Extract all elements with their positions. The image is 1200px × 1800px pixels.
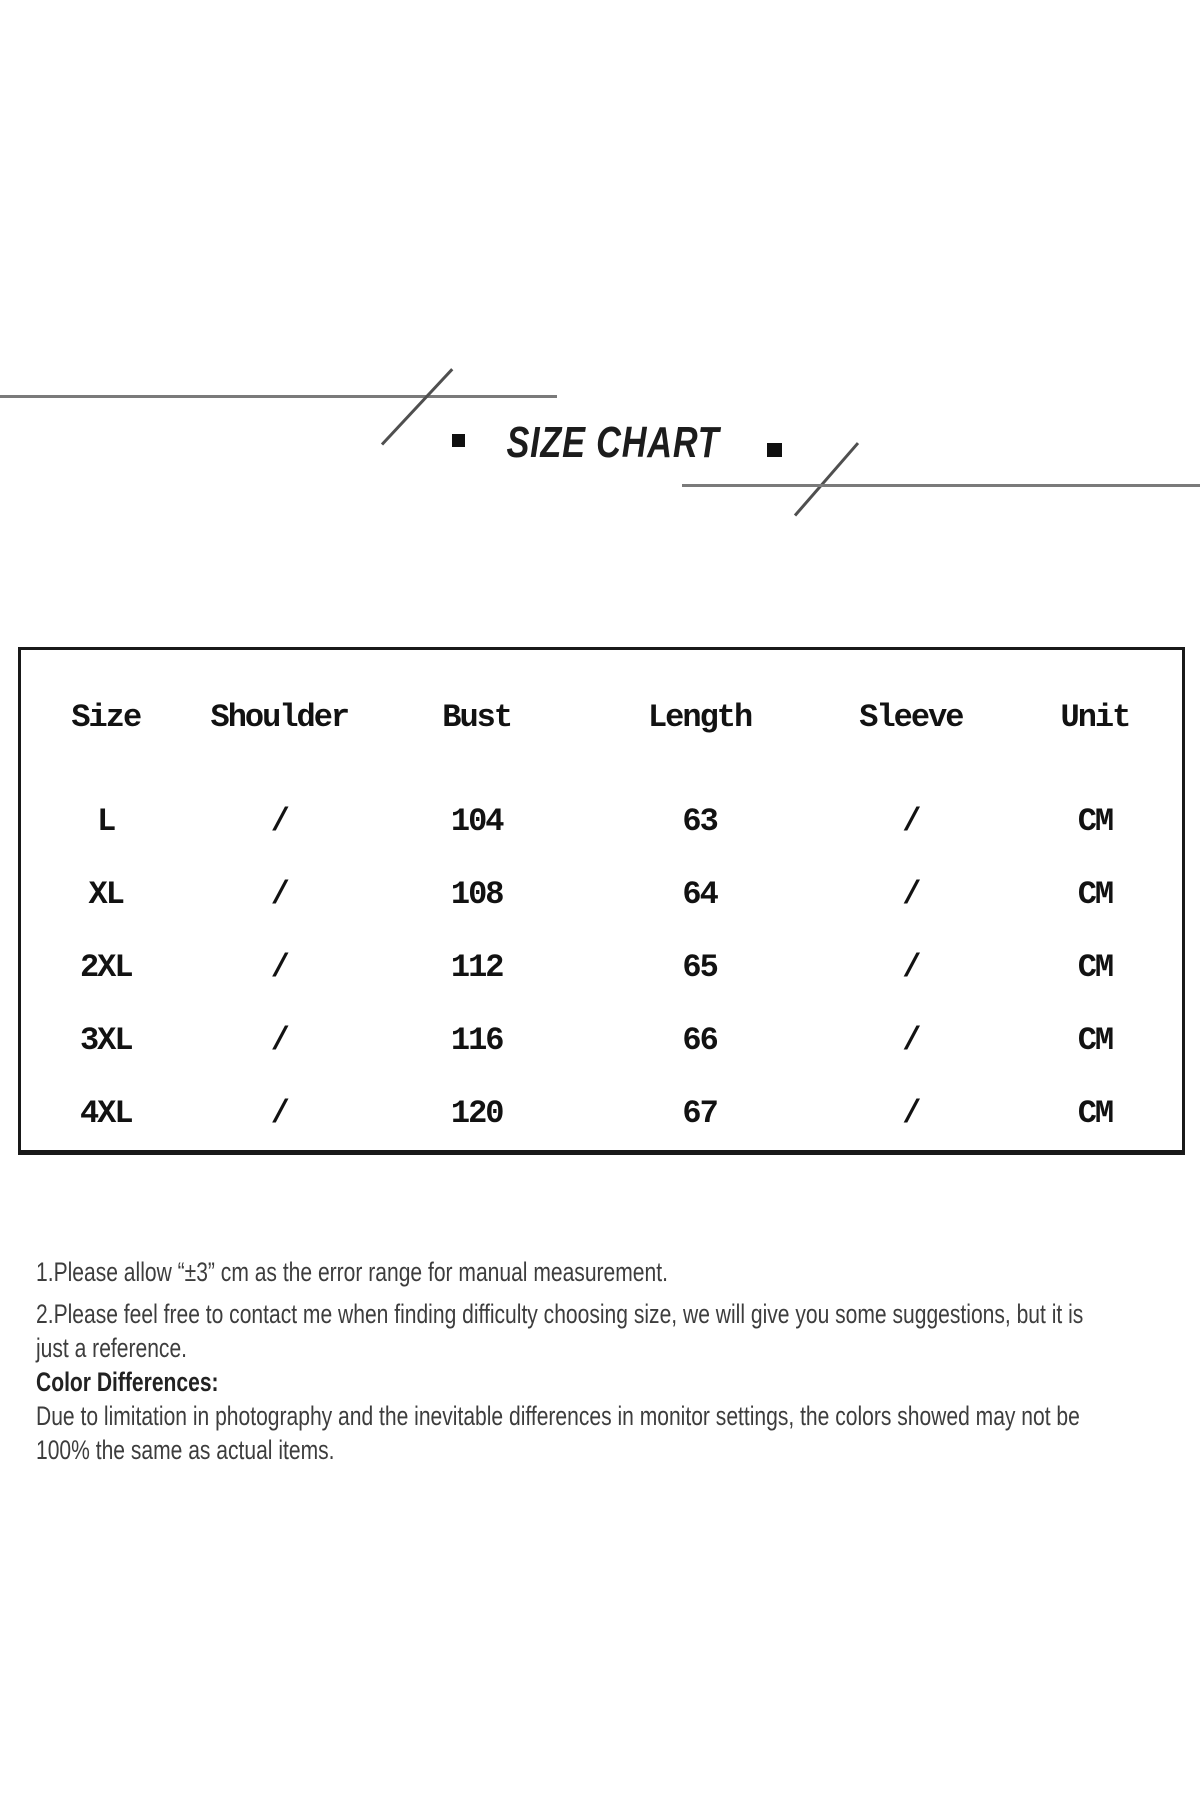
size-table-container <box>18 647 1185 1155</box>
cell-size: 4XL <box>79 1095 132 1132</box>
cell-size: XL <box>88 876 123 913</box>
cell-unit: CM <box>1077 803 1113 840</box>
size-row-l <box>21 785 1182 858</box>
cell-sleeve: / <box>902 1022 920 1059</box>
column-header-size: Size <box>71 699 141 736</box>
decor-slash-left <box>381 368 453 445</box>
cell-sleeve: / <box>902 949 920 986</box>
cell-bust: 120 <box>450 1095 503 1132</box>
note-sizing-advice-line2: just a reference. <box>36 1333 188 1363</box>
cell-bust: 116 <box>450 1022 503 1059</box>
note-measurement-tolerance: 1.Please allow “±3” cm as the error range for manual measurement. <box>36 1257 668 1287</box>
column-header-unit: Unit <box>1060 699 1130 736</box>
cell-length: 67 <box>682 1095 717 1132</box>
color-differences-line2: 100% the same as actual items. <box>36 1435 335 1465</box>
cell-size: 3XL <box>79 1022 132 1059</box>
cell-shoulder: / <box>270 1095 288 1132</box>
size-row-xl <box>21 858 1182 931</box>
column-header-sleeve: Sleeve <box>859 699 963 736</box>
column-header-bust: Bust <box>442 699 512 736</box>
cell-bust: 112 <box>450 949 503 986</box>
cell-length: 64 <box>682 876 717 913</box>
notes-section <box>36 1255 1200 1467</box>
cell-sleeve: / <box>902 876 920 913</box>
cell-shoulder: / <box>270 876 288 913</box>
cell-unit: CM <box>1077 949 1113 986</box>
color-differences-line1: Due to limitation in photography and the inevitable differences in monitor settings, the colors showed may not be <box>36 1401 1080 1431</box>
size-row-4xl <box>21 1077 1182 1150</box>
cell-unit: CM <box>1077 1095 1113 1132</box>
cell-shoulder: / <box>270 949 288 986</box>
size-table <box>21 650 1182 1150</box>
decor-line-left <box>0 395 557 398</box>
note-sizing-advice-line1: 2.Please feel free to contact me when finding difficulty choosing size, we will give you some suggestions, but it is <box>36 1299 1084 1329</box>
size-table-header-row <box>21 650 1182 785</box>
page-title: SIZE CHART <box>506 418 720 467</box>
cell-size: 2XL <box>79 949 132 986</box>
cell-bust: 108 <box>450 876 503 913</box>
size-table-body <box>21 785 1182 1150</box>
decor-slash-right <box>794 442 859 516</box>
cell-length: 63 <box>682 803 717 840</box>
bullet-square-left-icon <box>452 434 465 447</box>
cell-sleeve: / <box>902 803 920 840</box>
cell-size: L <box>97 803 115 840</box>
color-differences-heading: Color Differences: <box>36 1367 219 1397</box>
column-header-shoulder: Shoulder <box>210 699 349 736</box>
column-header-length: Length <box>647 699 752 736</box>
cell-unit: CM <box>1077 1022 1113 1059</box>
cell-shoulder: / <box>270 803 288 840</box>
cell-bust: 104 <box>450 803 503 840</box>
cell-sleeve: / <box>902 1095 920 1132</box>
decor-line-right <box>682 484 1200 487</box>
cell-length: 65 <box>682 949 717 986</box>
cell-unit: CM <box>1077 876 1113 913</box>
cell-shoulder: / <box>270 1022 288 1059</box>
size-row-3xl <box>21 1004 1182 1077</box>
bullet-square-right-icon <box>767 443 782 457</box>
size-row-2xl <box>21 931 1182 1004</box>
cell-length: 66 <box>682 1022 717 1059</box>
